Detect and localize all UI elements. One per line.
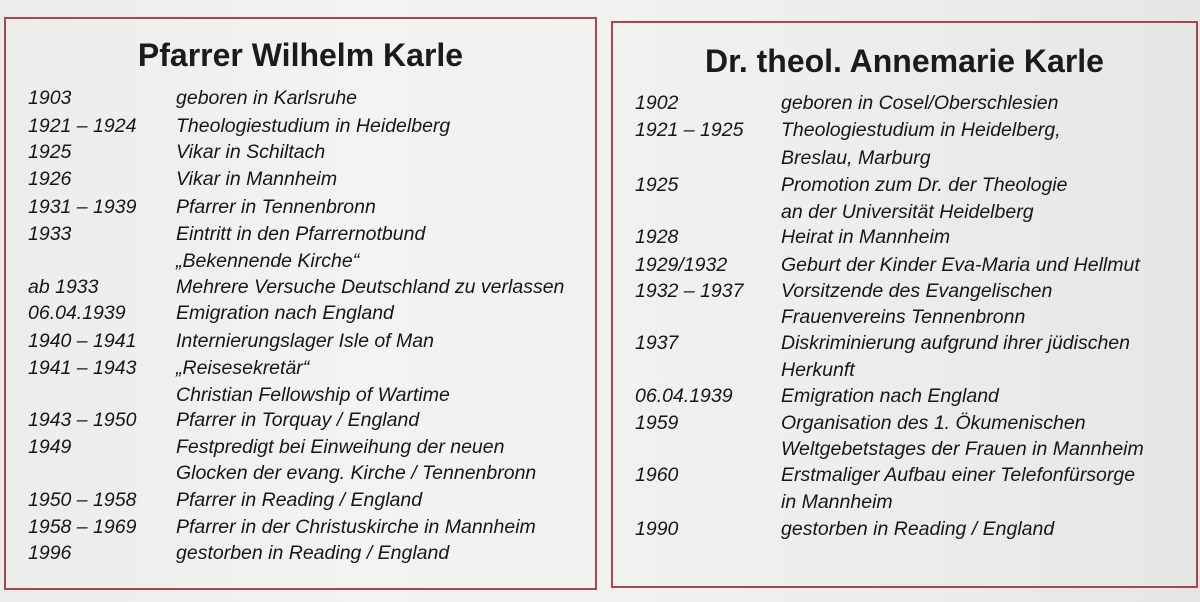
entry-text: Erstmaliger Aufbau einer Telefonfürsorge (781, 464, 1136, 486)
entry-text: Organisation des 1. Ökumenischen (781, 412, 1086, 434)
entry-year: 1950 – 1958 (28, 489, 137, 511)
entry-text: gestorben in Reading / England (176, 542, 450, 564)
entry-text: Eintritt in den Pfarrernotbund (176, 223, 426, 245)
entry-text: Frauenvereins Tennenbronn (781, 306, 1026, 328)
entry-text: Internierungslager Isle of Man (176, 330, 434, 352)
entry-text: Diskriminierung aufgrund ihrer jüdischen (781, 332, 1131, 354)
entry-text: Vorsitzende des Evangelischen (781, 280, 1053, 302)
panel-title: Dr. theol. Annemarie Karle (705, 43, 1104, 79)
entry-year: 1932 – 1937 (635, 280, 744, 302)
entry-text: Glocken der evang. Kirche / Tennenbronn (176, 462, 537, 484)
entry-year: 1921 – 1925 (635, 119, 744, 141)
entry-year: 06.04.1939 (28, 302, 126, 324)
entry-year: 1921 – 1924 (28, 115, 137, 137)
entry-year: 1996 (28, 542, 72, 564)
entry-year: 1940 – 1941 (28, 330, 137, 352)
timeline-list (6, 19, 595, 588)
entry-year: 1926 (28, 168, 72, 190)
entry-year: 1949 (28, 436, 72, 458)
annemarie-karle-panel (611, 21, 1198, 588)
entry-year: 1943 – 1950 (28, 409, 137, 431)
entry-text: Mehrere Versuche Deutschland zu verlassen (176, 276, 565, 298)
entry-text: Pfarrer in Tennenbronn (176, 196, 376, 218)
entry-text: Weltgebetstages der Frauen in Mannheim (781, 438, 1144, 460)
entry-year: 1941 – 1943 (28, 357, 137, 379)
entry-text: „Reisesekretär“ (176, 357, 310, 379)
entry-text: Vikar in Mannheim (176, 168, 338, 190)
entry-text: geboren in Cosel/Oberschlesien (781, 92, 1059, 114)
panel-title: Pfarrer Wilhelm Karle (137, 37, 464, 73)
entry-text: Theologiestudium in Heidelberg, (781, 119, 1061, 141)
entry-text: Festpredigt bei Einweihung der neuen (176, 436, 505, 458)
entry-year: 06.04.1939 (635, 385, 733, 407)
entry-text: in Mannheim (781, 491, 893, 513)
entry-year: 1929/1932 (635, 254, 728, 276)
entry-text: gestorben in Reading / England (781, 518, 1055, 540)
entry-year: 1925 (28, 141, 72, 163)
entry-text: Herkunft (781, 359, 855, 381)
entry-text: Promotion zum Dr. der Theologie (781, 174, 1068, 196)
entry-text: „Bekennende Kirche“ (176, 250, 360, 272)
entry-year: 1937 (635, 332, 679, 354)
entry-text: Emigration nach England (781, 385, 999, 407)
entry-text: Vikar in Schiltach (176, 141, 326, 163)
entry-year: 1931 – 1939 (28, 196, 137, 218)
entry-year: 1958 – 1969 (28, 516, 137, 538)
entry-year: 1990 (635, 518, 679, 540)
wilhelm-karle-panel (4, 17, 597, 590)
entry-year: 1903 (28, 87, 72, 109)
entry-text: Heirat in Mannheim (781, 226, 951, 248)
entry-text: Emigration nach England (176, 302, 394, 324)
entry-year: 1933 (28, 223, 72, 245)
entry-text: an der Universität Heidelberg (781, 201, 1034, 223)
entry-text: geboren in Karlsruhe (176, 87, 358, 109)
entry-text: Geburt der Kinder Eva-Maria und Hellmut (781, 254, 1140, 276)
entry-year: 1902 (635, 92, 679, 114)
entry-text: Christian Fellowship of Wartime (176, 384, 450, 406)
entry-year: ab 1933 (28, 276, 99, 298)
entry-text: Pfarrer in Torquay / England (176, 409, 420, 431)
entry-text: Pfarrer in der Christuskirche in Mannheim (176, 516, 536, 538)
timeline-list (613, 23, 1196, 586)
entry-year: 1960 (635, 464, 679, 486)
entry-text: Pfarrer in Reading / England (176, 489, 423, 511)
entry-year: 1959 (635, 412, 679, 434)
entry-text: Breslau, Marburg (781, 147, 931, 169)
entry-year: 1928 (635, 226, 679, 248)
entry-text: Theologiestudium in Heidelberg (176, 115, 451, 137)
entry-year: 1925 (635, 174, 679, 196)
